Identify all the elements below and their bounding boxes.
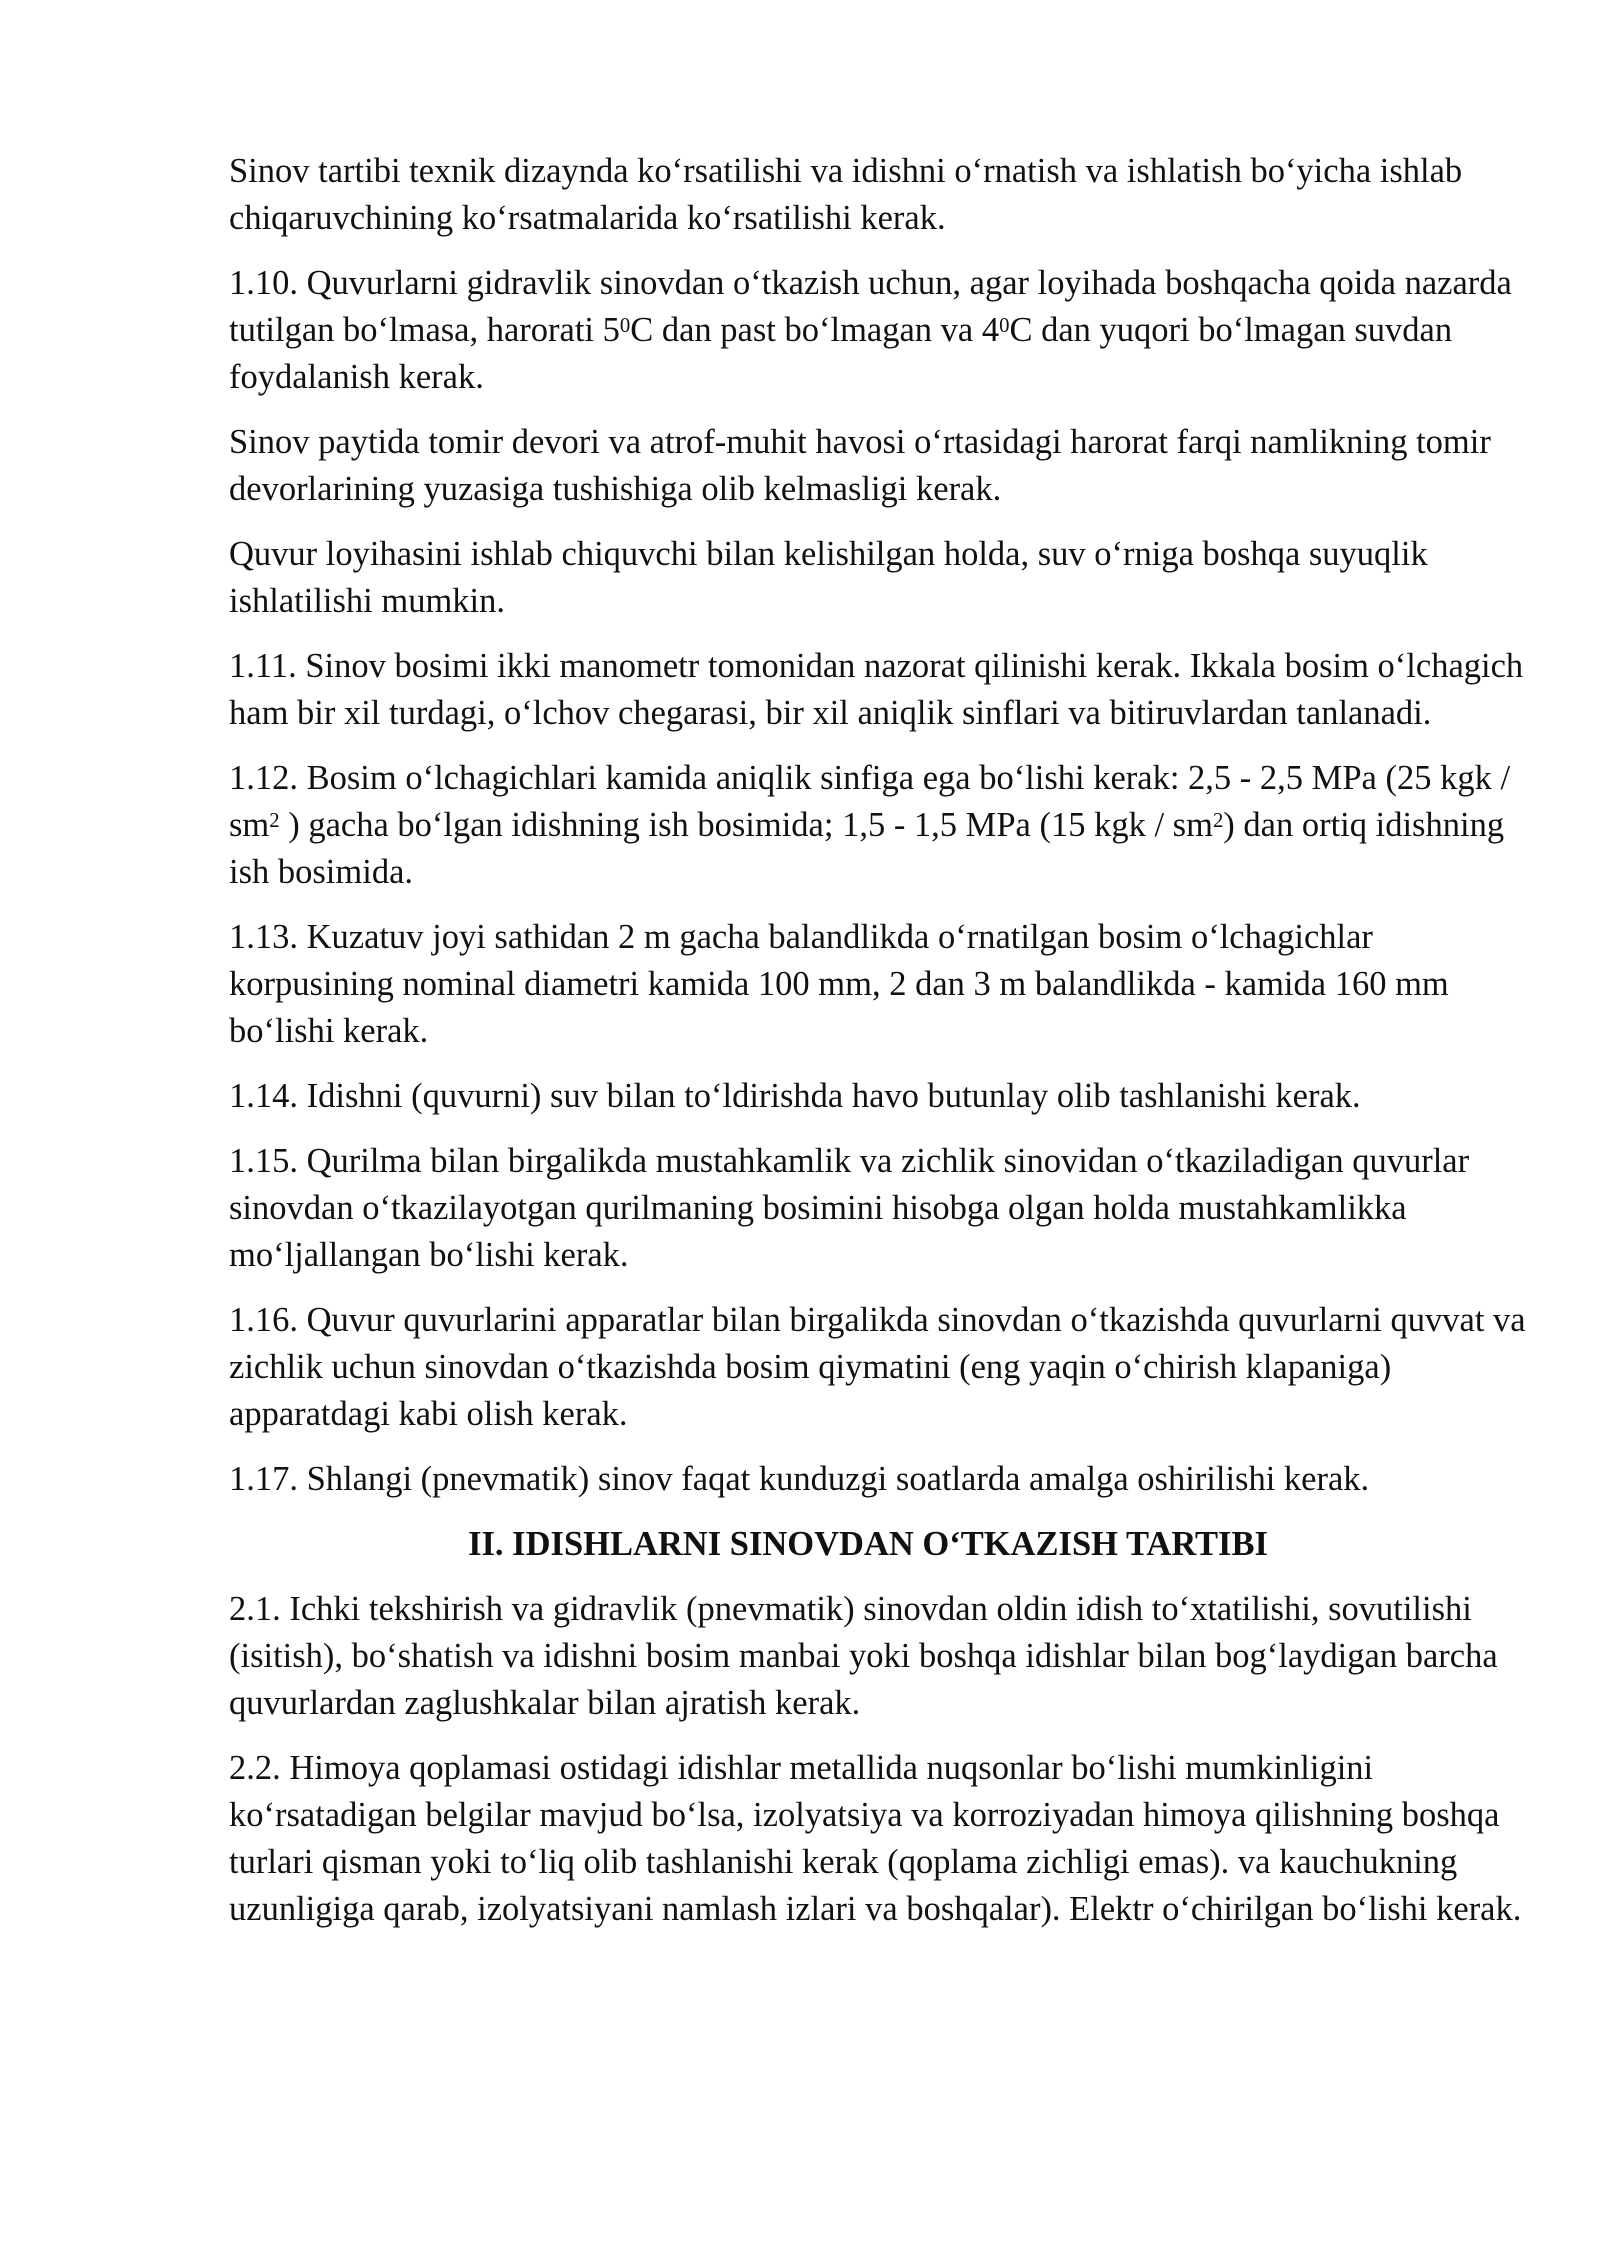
paragraph-1-13: [229, 914, 1529, 1055]
paragraph-1-14: [229, 1073, 1529, 1120]
text-run: 1.17. Shlangi (pnevmatik) sinov faqat kunduzgi soatlarda amalga oshirilishi kerak.: [229, 1460, 1370, 1498]
text-run: 1.12. Bosim oʻlchagichlari kamida aniqlik sinfiga ega boʻlishi kerak: 2,5 - 2,5 MPa (25 kgk / sm: [229, 759, 1511, 844]
paragraph-intro: [229, 148, 1529, 242]
heading-text: II. IDISHLARNI SINOVDAN OʻTKAZISH TARTIBI: [468, 1525, 1268, 1563]
text-run: 2.2. Himoya qoplamasi ostidagi idishlar metallida nuqsonlar boʻlishi mumkinligini koʻrsatadigan belgilar mavjud boʻlsa, izolyatsiya va korroziyadan himoya qilishning boshqa turlari qisman yoki toʻliq olib tashlanishi kerak (qoplama zichligi emas). va kauchukning uzunligiga qarab, izolyatsiyani namlash izlari va boshqalar). Elektr oʻchirilgan boʻlishi kerak.: [229, 1749, 1522, 1928]
superscript: 2: [269, 809, 280, 832]
text-run: ) dan ortiq idishning ish bosimida.: [229, 806, 1505, 891]
text-run: Sinov paytida tomir devori va atrof-muhit havosi oʻrtasidagi harorat farqi namlikning tomir devorlarining yuzasiga tushishiga olib kelmasligi kerak.: [229, 423, 1491, 508]
paragraph-temperature-difference: [229, 419, 1529, 513]
paragraph-1-11: [229, 643, 1529, 737]
text-run: ) gacha boʻlgan idishning ish bosimida; 1,5 - 1,5 MPa (15 kgk / sm: [279, 806, 1213, 844]
paragraph-2-2: [229, 1745, 1529, 1933]
superscript: 2: [1212, 809, 1224, 832]
text-run: C dan yuqori boʻlmagan suvdan foydalanish kerak.: [229, 311, 1453, 396]
paragraph-1-17: [229, 1456, 1529, 1503]
superscript: 0: [999, 314, 1010, 337]
text-run: Quvur loyihasini ishlab chiquvchi bilan kelishilgan holda, suv oʻrniga boshqa suyuqlik ishlatilishi mumkin.: [229, 535, 1428, 620]
superscript: 0: [619, 314, 631, 337]
document-page: [229, 148, 1529, 1951]
paragraph-other-liquid: [229, 531, 1529, 625]
text-run: 1.16. Quvur quvurlarini apparatlar bilan birgalikda sinovdan oʻtkazishda quvurlarni quvvat va zichlik uchun sinovdan oʻtkazishda bosim qiymatini (eng yaqin oʻchirish klapaniga) apparatdagi kabi olish kerak.: [229, 1301, 1526, 1433]
text-run: 1.11. Sinov bosimi ikki manometr tomonidan nazorat qilinishi kerak. Ikkala bosim oʻlchagich ham bir xil turdagi, oʻlchov chegarasi, bir xil aniqlik sinflari va bitiruvlardan tanlanadi.: [229, 647, 1524, 732]
text-run: 1.10. Quvurlarni gidravlik sinovdan oʻtkazish uchun, agar loyihada boshqacha qoida nazarda tutilgan boʻlmasa, harorati 5: [229, 264, 1512, 349]
paragraph-2-1: [229, 1586, 1529, 1727]
text-run: 1.14. Idishni (quvurni) suv bilan toʻldirishda havo butunlay olib tashlanishi kerak.: [229, 1077, 1361, 1115]
paragraph-1-15: [229, 1138, 1529, 1279]
text-run: 1.15. Qurilma bilan birgalikda mustahkamlik va zichlik sinovidan oʻtkaziladigan quvurlar sinovdan oʻtkazilayotgan qurilmaning bosimini hisobga olgan holda mustahkamlikka moʻljallangan boʻlishi kerak.: [229, 1142, 1470, 1274]
section-heading: [229, 1521, 1529, 1568]
text-run: 1.13. Kuzatuv joyi sathidan 2 m gacha balandlikda oʻrnatilgan bosim oʻlchagichlar korpusining nominal diametri kamida 100 mm, 2 dan 3 m balandlikda - kamida 160 mm boʻlishi kerak.: [229, 918, 1449, 1050]
paragraph-1-12: [229, 755, 1529, 896]
text-run: 2.1. Ichki tekshirish va gidravlik (pnevmatik) sinovdan oldin idish toʻxtatilishi, sovutilishi (isitish), boʻshatish va idishni bosim manbai yoki boshqa idishlar bilan bogʻlaydigan barcha quvurlardan zaglushkalar bilan ajratish kerak.: [229, 1590, 1498, 1722]
paragraph-1-10: [229, 260, 1529, 401]
paragraph-1-16: [229, 1297, 1529, 1438]
text-run: Sinov tartibi texnik dizaynda koʻrsatilishi va idishni oʻrnatish va ishlatish boʻyicha ishlab chiqaruvchining koʻrsatmalarida koʻrsatilishi kerak.: [229, 152, 1463, 237]
text-run: C dan past boʻlmagan va 4: [630, 311, 1000, 349]
